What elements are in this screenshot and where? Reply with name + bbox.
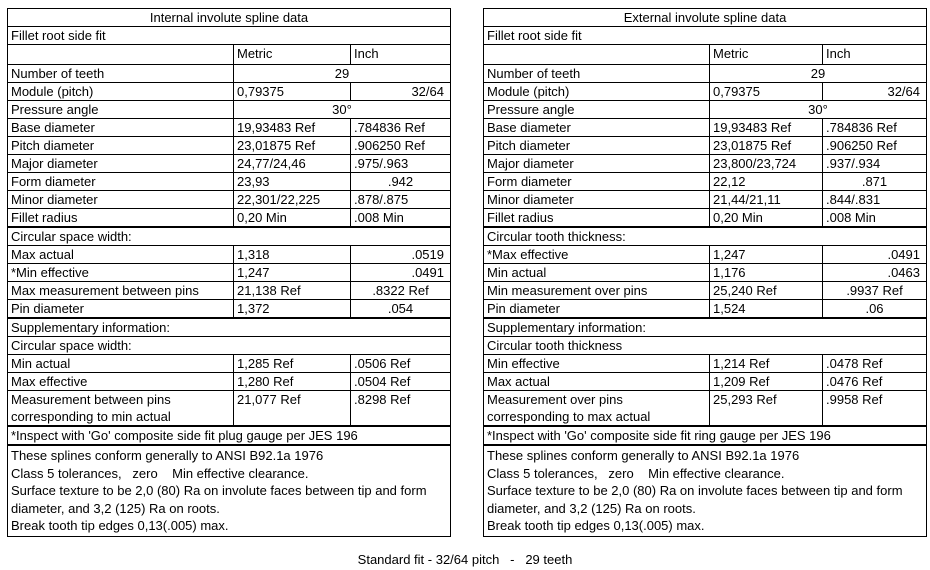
external-supp-sub: Circular tooth thickness	[484, 337, 927, 355]
internal-fillet-inch: .008 Min	[351, 209, 451, 228]
figure-caption: Standard fit - 32/64 pitch - 29 teeth	[357, 552, 573, 567]
internal-r3-metric: 21,138 Ref	[234, 282, 351, 300]
external-pin-inch: .06	[823, 300, 927, 319]
external-base-metric: 19,93483 Ref	[710, 119, 823, 137]
internal-col-metric: Metric	[234, 45, 351, 65]
internal-minor-label: Minor diameter	[8, 191, 234, 209]
external-r2-inch: .0463	[823, 264, 927, 282]
external-module-label: Module (pitch)	[484, 83, 710, 101]
external-r2-metric: 1,176	[710, 264, 823, 282]
internal-r2-label: *Min effective	[8, 264, 234, 282]
internal-major-inch: .975/.963	[351, 155, 451, 173]
internal-pitch-inch: .906250 Ref	[351, 137, 451, 155]
external-fillet-inch: .008 Min	[823, 209, 927, 228]
internal-r1-label: Max actual	[8, 246, 234, 264]
internal-module-inch: 32/64	[351, 83, 451, 101]
internal-r2-inch: .0491	[351, 264, 451, 282]
internal-supp-sub: Circular space width:	[8, 337, 451, 355]
external-r1-metric: 1,247	[710, 246, 823, 264]
external-s2-label: Max actual	[484, 373, 710, 391]
external-notes-line1: These splines conform generally to ANSI B92.1a 1976	[487, 448, 800, 463]
external-module-metric: 0,79375	[710, 83, 823, 101]
internal-s1-metric: 1,285 Ref	[234, 355, 351, 373]
external-minor-label: Minor diameter	[484, 191, 710, 209]
internal-pitch-label: Pitch diameter	[8, 137, 234, 155]
internal-pressure-value: 30°	[234, 101, 451, 119]
external-s1-metric: 1,214 Ref	[710, 355, 823, 373]
external-r1-label: *Max effective	[484, 246, 710, 264]
internal-r1-inch: .0519	[351, 246, 451, 264]
internal-base-label: Base diameter	[8, 119, 234, 137]
external-pitch-label: Pitch diameter	[484, 137, 710, 155]
external-fit: Fillet root side fit	[484, 27, 927, 45]
external-s1-label: Min effective	[484, 355, 710, 373]
external-s3-metric: 25,293 Ref	[710, 391, 823, 427]
external-col-inch: Inch	[823, 45, 927, 65]
external-title: External involute spline data	[484, 9, 927, 27]
internal-r3-inch: .8322 Ref	[351, 282, 451, 300]
external-major-metric: 23,800/23,724	[710, 155, 823, 173]
internal-s2-metric: 1,280 Ref	[234, 373, 351, 391]
internal-inspect-note: *Inspect with 'Go' composite side fit plug gauge per JES 196	[8, 426, 451, 445]
internal-module-label: Module (pitch)	[8, 83, 234, 101]
internal-form-label: Form diameter	[8, 173, 234, 191]
external-base-label: Base diameter	[484, 119, 710, 137]
external-form-label: Form diameter	[484, 173, 710, 191]
internal-form-inch: .942	[351, 173, 451, 191]
external-minor-metric: 21,44/21,11	[710, 191, 823, 209]
internal-minor-inch: .878/.875	[351, 191, 451, 209]
internal-module-metric: 0,79375	[234, 83, 351, 101]
internal-r2-metric: 1,247	[234, 264, 351, 282]
external-inspect-note: *Inspect with 'Go' composite side fit ring gauge per JES 196	[484, 426, 927, 445]
external-col-metric: Metric	[710, 45, 823, 65]
internal-r3-label: Max measurement between pins	[8, 282, 234, 300]
external-s3-label-line1: Measurement over pins	[487, 392, 623, 407]
internal-fillet-metric: 0,20 Min	[234, 209, 351, 228]
external-circ-header: Circular tooth thickness:	[484, 227, 927, 246]
external-spline-table	[483, 8, 927, 537]
internal-s3-label-line2: corresponding to min actual	[11, 409, 171, 424]
external-s3-inch: .9958 Ref	[823, 391, 927, 427]
internal-fillet-label: Fillet radius	[8, 209, 234, 228]
external-pitch-inch: .906250 Ref	[823, 137, 927, 155]
external-teeth-label: Number of teeth	[484, 65, 710, 83]
internal-teeth-label: Number of teeth	[8, 65, 234, 83]
external-s1-inch: .0478 Ref	[823, 355, 927, 373]
internal-s3-label	[8, 391, 234, 427]
internal-circ-header: Circular space width:	[8, 227, 451, 246]
internal-pitch-metric: 23,01875 Ref	[234, 137, 351, 155]
internal-s3-metric: 21,077 Ref	[234, 391, 351, 427]
internal-notes-line3: Surface texture to be 2,0 (80) Ra on involute faces between tip and form diameter, and 3,2 (125) Ra on roots.	[11, 483, 427, 516]
external-form-inch: .871	[823, 173, 927, 191]
external-notes-line4: Break tooth tip edges 0,13(.005) max.	[487, 518, 705, 533]
internal-pin-label: Pin diameter	[8, 300, 234, 319]
external-form-metric: 22,12	[710, 173, 823, 191]
external-r3-label: Min measurement over pins	[484, 282, 710, 300]
internal-s3-inch: .8298 Ref	[351, 391, 451, 427]
internal-s1-inch: .0506 Ref	[351, 355, 451, 373]
external-major-label: Major diameter	[484, 155, 710, 173]
internal-base-inch: .784836 Ref	[351, 119, 451, 137]
internal-s2-inch: .0504 Ref	[351, 373, 451, 391]
external-minor-inch: .844/.831	[823, 191, 927, 209]
external-pressure-value: 30°	[710, 101, 927, 119]
internal-form-metric: 23,93	[234, 173, 351, 191]
internal-minor-metric: 22,301/22,225	[234, 191, 351, 209]
external-pin-label: Pin diameter	[484, 300, 710, 319]
internal-pin-metric: 1,372	[234, 300, 351, 319]
external-s2-inch: .0476 Ref	[823, 373, 927, 391]
internal-supp-header: Supplementary information:	[8, 318, 451, 337]
external-s3-label	[484, 391, 710, 427]
external-pressure-label: Pressure angle	[484, 101, 710, 119]
external-teeth-value: 29	[710, 65, 927, 83]
external-supp-header: Supplementary information:	[484, 318, 927, 337]
external-notes-line3: Surface texture to be 2,0 (80) Ra on involute faces between tip and form diameter, and 3,2 (125) Ra on roots.	[487, 483, 903, 516]
external-fillet-metric: 0,20 Min	[710, 209, 823, 228]
internal-major-label: Major diameter	[8, 155, 234, 173]
internal-major-metric: 24,77/24,46	[234, 155, 351, 173]
external-pitch-metric: 23,01875 Ref	[710, 137, 823, 155]
internal-s2-label: Max effective	[8, 373, 234, 391]
internal-notes-line4: Break tooth tip edges 0,13(.005) max.	[11, 518, 229, 533]
internal-s1-label: Min actual	[8, 355, 234, 373]
internal-fit: Fillet root side fit	[8, 27, 451, 45]
external-r2-label: Min actual	[484, 264, 710, 282]
external-s3-label-line2: corresponding to max actual	[487, 409, 651, 424]
internal-teeth-value: 29	[234, 65, 451, 83]
external-base-inch: .784836 Ref	[823, 119, 927, 137]
external-r3-inch: .9937 Ref	[823, 282, 927, 300]
external-pin-metric: 1,524	[710, 300, 823, 319]
internal-notes-line1: These splines conform generally to ANSI B92.1a 1976	[11, 448, 324, 463]
external-notes-line2: Class 5 tolerances, zero Min effective clearance.	[487, 465, 785, 481]
internal-col-inch: Inch	[351, 45, 451, 65]
internal-r1-metric: 1,318	[234, 246, 351, 264]
internal-notes	[8, 445, 451, 536]
external-s2-metric: 1,209 Ref	[710, 373, 823, 391]
internal-pressure-label: Pressure angle	[8, 101, 234, 119]
internal-title: Internal involute spline data	[8, 9, 451, 27]
internal-s3-label-line1: Measurement between pins	[11, 392, 171, 407]
external-module-inch: 32/64	[823, 83, 927, 101]
external-major-inch: .937/.934	[823, 155, 927, 173]
external-r3-metric: 25,240 Ref	[710, 282, 823, 300]
external-fillet-label: Fillet radius	[484, 209, 710, 228]
external-notes	[484, 445, 927, 536]
external-r1-inch: .0491	[823, 246, 927, 264]
internal-base-metric: 19,93483 Ref	[234, 119, 351, 137]
internal-spline-table	[7, 8, 451, 537]
internal-pin-inch: .054	[351, 300, 451, 319]
internal-notes-line2: Class 5 tolerances, zero Min effective clearance.	[11, 465, 309, 481]
